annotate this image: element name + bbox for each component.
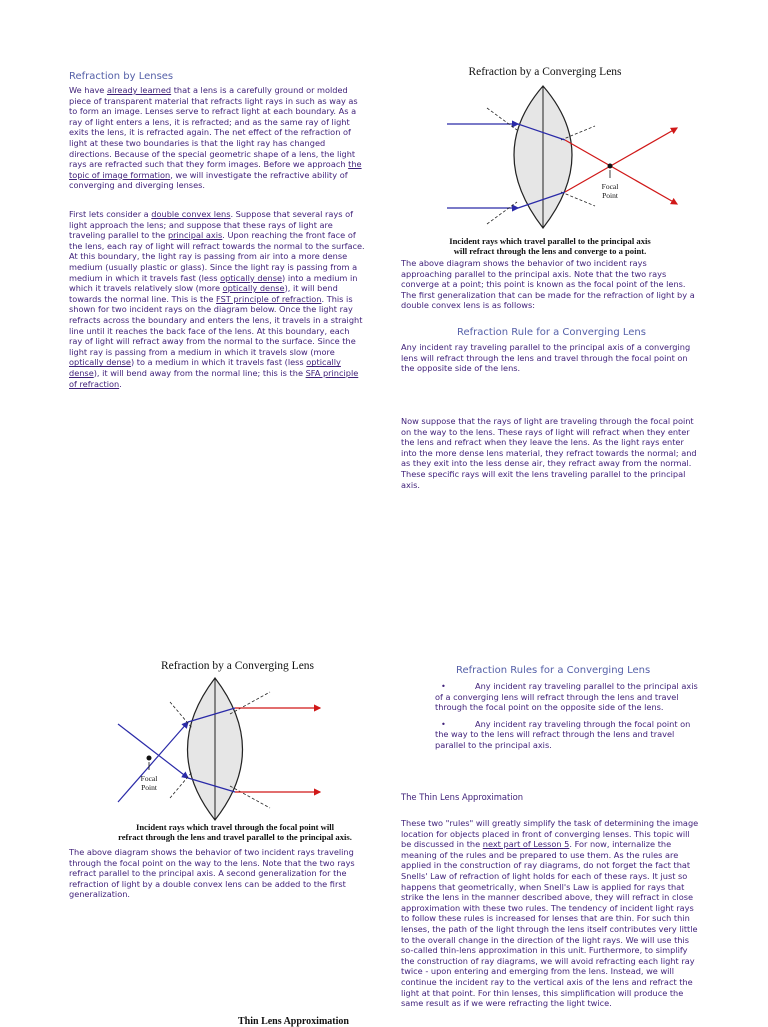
link-next-part-lesson-5[interactable]: next part of Lesson 5 [482,839,570,850]
link-principal-axis[interactable]: principal axis [167,230,223,241]
figure-parallel-rays [395,66,705,256]
refracted-ray-top [565,140,677,204]
double-convex-paragraph: First lets consider a double convex lens. Suppose that several rays of light approach the lens; and suppose that these rays of light are traveling parallel to the principal axis. Upon reaching the front face of the lens, each ray of light will refract towards the normal to the surface. At this boundary, the light ray is passing from air into a more dense medium (usually plastic or glass). Since the light ray is passing from a medium in which it travels fast (less optically dense) into a medium in which it travels relatively slow (more optically dense), it will bend towards the normal line. This is the FST principle of refraction. This is shown for two incident rays on the diagram below. Once the light ray refracts across the boundary and enters the lens, it travels in a straight line until it reaches the back face of the lens. At this boundary, each ray of light will refract away from the normal to the surface. Since the light ray is passing from a medium in which it travels slow (more optically dense) to a medium in which it travels fast (less optically dense), it will bend away from the normal line; this is the SFA principle of refraction. [69,209,365,389]
figure-caption: Incident rays which travel through the focal point will refract through the lens and travel parallel to the principal axis. [118,822,352,842]
figure-focal-rays [110,660,365,842]
converging-lens-diagram-2 [110,672,365,822]
list-item: • Any incident ray traveling through the focal point on the way to the lens will refract through the lens and travel parallel to the principal axis. [435,718,691,750]
normal-line [487,202,517,224]
converging-lens-diagram [395,78,705,238]
figure-caption: Incident rays which travel parallel to the principal axis will refract through the lens and converge to a point. [449,236,651,256]
focal-point [147,756,152,761]
thin-lens-paragraph: These two "rules" will greatly simplify the task of determining the image location for objects placed in front of converging lenses. This topic will be discussed in the next part of Lesson 5. For now, internalize the meaning of the rules and be prepared to use them. As the rules are applied in the construction of ray diagrams, do not forget the fact that Snells' Law of refraction of light holds for each of these rays. It just so happens that geometrically, when Snell's Law is applied for rays that strike the lens in the manner described above, they will refract in close approximation with these two rules. The tendency of incident light rays to follow these rules is increased for lenses that are thin. For such thin lenses, the path of the light through the lens itself contributes very little to the overall change in the direction of the light rays. We will use this so-called thin-lens approximation in this unit. Furthermore, to simplify the construction of ray diagrams, we will avoid refracting each light ray twice - upon entering and emerging from the lens. Instead, we will continue the incident ray to the vertical axis of the lens and refract the light at that point. For thin lenses, this simplification will produce the same result as if we were refracting the light twice. [401,818,699,1009]
focal-rays-paragraph: Now suppose that the rays of light are traveling through the focal point on the way to the lens. These rays of light will refract when they enter the lens and refract when they leave the lens. As the light rays enter into the more dense lens material, they refract towards the normal; and as they exit into the less dense air, they refract away from the normal. These specific rays will exit the lens traveling parallel to the principal axis. [401,416,697,490]
link-fst-principle[interactable]: FST principle of refraction [216,293,322,304]
rule-title: Refraction Rule for a Converging Lens [457,327,646,338]
normal-line [230,786,270,808]
figure-title: Refraction by a Converging Lens [468,66,622,78]
link-image-formation[interactable]: the topic of image formation [69,159,362,180]
link-sfa-principle[interactable]: SFA principle of refraction [69,367,359,389]
rule-text: Any incident ray traveling parallel to the principal axis of a converging lens will refract through the lens and travel through the focal point on the opposite side of the lens. [401,342,691,374]
figure-title: Refraction by a Converging Lens [160,660,315,672]
intro-paragraph: We have already learned that a lens is a carefully ground or molded piece of transparent material that refracts light rays in such as way as to form an image. Lenses serve to refract light at each boundary. As a ray of light enters a lens, it is refracted; and as the same ray of light exits the lens, it is refracted again. The net effect of the refraction of light at these two boundaries is that the light ray has changed directions. Because of the special geometric shape of a lens, the light rays are refracted such that they form images. Before we approach the topic of image formation, we will investigate the refractive ability of converging and diverging lenses. [69,85,362,191]
focal-point-label: Focal [601,182,619,191]
focal-point-label: Point [141,783,157,792]
rules-list [435,681,700,757]
normal-line [487,108,517,130]
list-item: • Any incident ray traveling parallel to the principal axis of a converging lens will refract through the lens and travel through the focal point on the opposite side of the lens. [435,681,698,713]
incident-ray-bottom [118,724,188,778]
rules-title: Refraction Rules for a Converging Lens [456,665,651,676]
section-title-refraction-by-lenses: Refraction by Lenses [69,71,174,82]
focal-point-label: Point [602,191,618,200]
normal-line [230,692,270,714]
bottom-figure-title: Thin Lens Approximation [238,1016,349,1027]
link-optically-dense[interactable]: optically dense [222,283,285,294]
link-optically-dense[interactable]: optically dense [220,272,283,283]
focal-point-label: Focal [140,774,158,783]
normal-line [170,702,192,728]
link-already-learned[interactable]: already learned [106,85,172,95]
link-double-convex-lens[interactable]: double convex lens [151,209,231,219]
thin-lens-title: The Thin Lens Approximation [401,792,524,802]
refracted-ray-bottom [565,128,677,192]
link-optically-dense[interactable]: optically dense [69,357,131,368]
normal-line [561,192,595,206]
normal-line [170,772,192,798]
parallel-rays-paragraph: The above diagram shows the behavior of two incident rays approaching parallel to the principal axis. Note that the two rays converge at a point; this point is known as the focal point of the lens. The first generalization that can be made for the refraction of light by a double convex lens is as follows: [401,258,695,311]
focal-rays-summary-paragraph: The above diagram shows the behavior of two incident rays traveling through the focal point on the way to the lens. Note that the two rays refract parallel to the principal axis. A second generalization for the refraction of light by a double convex lens can be added to the first generalization. [69,847,355,900]
link-optically-dense[interactable]: optically dense [69,357,341,378]
focal-point [608,164,613,169]
